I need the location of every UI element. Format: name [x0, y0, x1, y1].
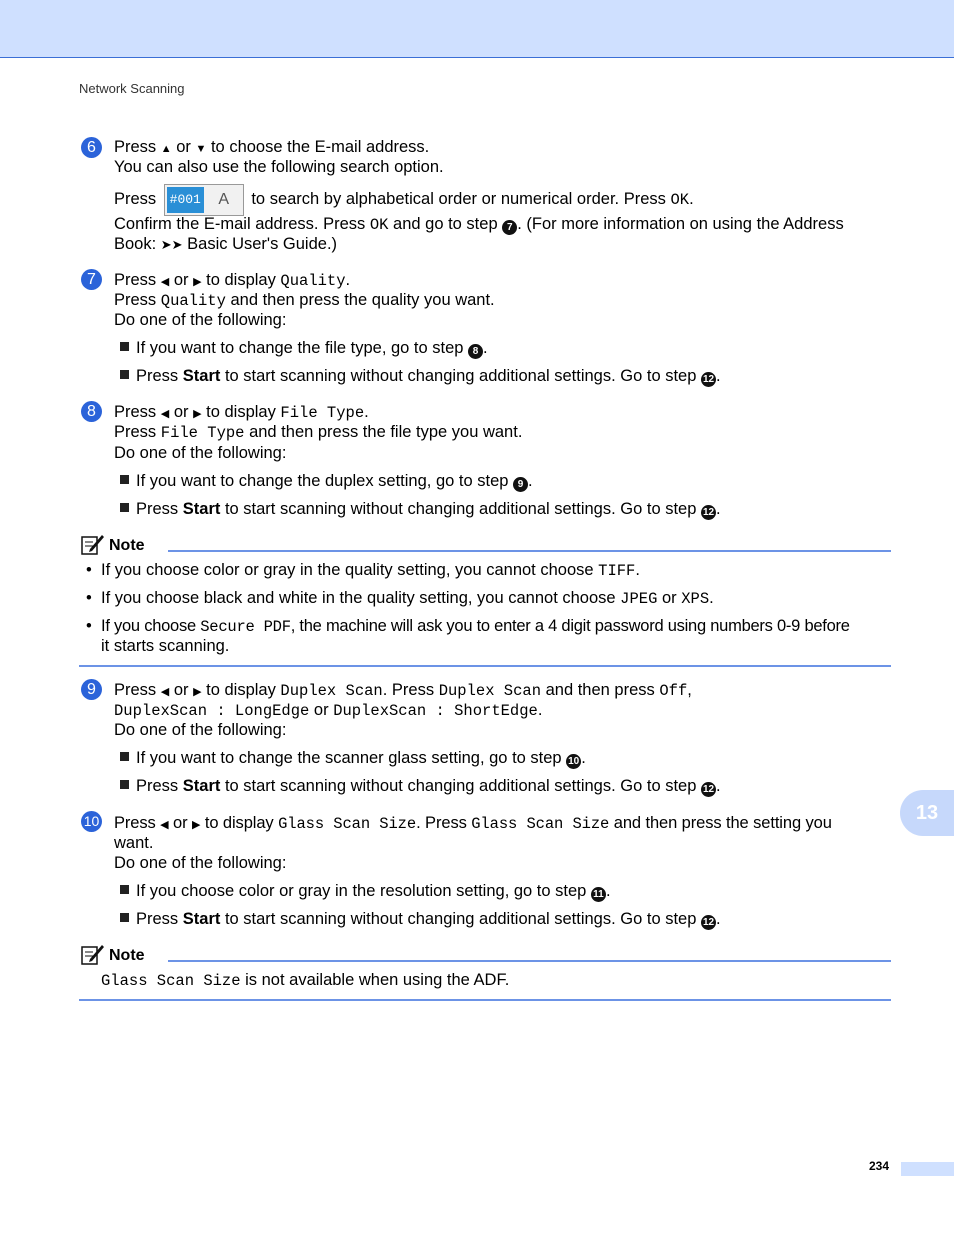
square-bullet-icon — [120, 752, 129, 761]
square-bullet-icon — [120, 475, 129, 484]
note-1-top-rule — [168, 550, 891, 552]
lcd-alphabet-search-key[interactable]: A — [218, 190, 230, 208]
note-1-bottom-rule — [79, 665, 891, 667]
step-7-option-2: Press Start to start scanning without changing additional settings. Go to step 12 . — [120, 366, 721, 387]
square-bullet-icon — [120, 913, 129, 922]
step-6-line-4: Confirm the E-mail address. Press OK and go to step 7 . (For more information on using the Address — [114, 215, 844, 234]
step-ref-7: 7 — [502, 220, 517, 235]
note-bullet: • — [86, 589, 92, 607]
step-10-line-1: Press ◀ or ▶ to display Glass Scan Size. Press Glass Scan Size and then press the setting you — [114, 814, 832, 833]
up-arrow-icon: ▲ — [160, 143, 172, 155]
step-ref-9: 9 — [513, 477, 528, 492]
step-8-line-1: Press ◀ or ▶ to display File Type. — [114, 403, 369, 422]
step-ref-12: 12 — [702, 917, 715, 928]
left-arrow-icon: ◀ — [160, 686, 170, 698]
note-pencil-icon — [81, 943, 105, 965]
left-arrow-icon: ◀ — [160, 819, 169, 831]
note-pencil-icon — [81, 533, 105, 555]
square-bullet-icon — [120, 342, 129, 351]
step-9-line-1: Press ◀ or ▶ to display Duplex Scan. Press Duplex Scan and then press Off, — [114, 681, 692, 700]
step-6-badge: 6 — [81, 137, 102, 158]
step-9-option-2: Press Start to start scanning without changing additional settings. Go to step 12 . — [120, 776, 721, 797]
page-number-bar — [901, 1162, 954, 1176]
step-8-option-2: Press Start to start scanning without changing additional settings. Go to step 12 . — [120, 499, 721, 520]
note-2-heading: Note — [81, 943, 145, 965]
note-bullet: • — [86, 561, 92, 579]
lcd-search-button[interactable] — [164, 184, 244, 216]
section-header: Network Scanning — [79, 81, 185, 96]
step-8-option-1: If you want to change the duplex setting, go to step 9 . — [120, 471, 533, 492]
note-1-item-1: If you choose color or gray in the quality setting, you cannot choose TIFF. — [101, 561, 640, 580]
step-6-line-1: Press ▲ or ▼ to choose the E-mail address. — [114, 138, 430, 156]
note-1-item-2: If you choose black and white in the quality setting, you cannot choose JPEG or XPS. — [101, 589, 714, 608]
step-7-option-1: If you want to change the file type, go to step 8 . — [120, 338, 488, 359]
step-9-badge: 9 — [81, 679, 102, 700]
step-7-line-2: Press Quality and then press the quality you want. — [114, 291, 495, 310]
step-10-badge: 10 — [81, 811, 102, 832]
right-arrow-icon: ▶ — [193, 276, 202, 288]
note-bullet: • — [86, 617, 92, 635]
step-ref-12: 12 — [702, 374, 715, 385]
down-arrow-icon: ▼ — [195, 143, 207, 155]
step-10-line-3: Do one of the following: — [114, 854, 287, 872]
step-9-line-3: Do one of the following: — [114, 721, 287, 739]
note-1-heading: Note — [81, 533, 145, 555]
left-arrow-icon: ◀ — [160, 276, 170, 288]
step-ref-11: 11 — [591, 887, 606, 902]
square-bullet-icon — [120, 370, 129, 379]
square-bullet-icon — [120, 503, 129, 512]
double-arrow-icon: ➤➤ — [160, 237, 183, 252]
square-bullet-icon — [120, 780, 129, 789]
step-7-line-3: Do one of the following: — [114, 311, 287, 329]
step-ref-12: 12 — [702, 507, 715, 518]
step-9-option-1: If you want to change the scanner glass setting, go to step 10 . — [120, 748, 586, 769]
step-8-line-3: Do one of the following: — [114, 444, 287, 462]
step-6-line-2: You can also use the following search option. — [114, 158, 444, 176]
top-banner — [0, 0, 954, 58]
step-8-badge: 8 — [81, 401, 102, 422]
lcd-number-search-key[interactable]: #001 — [167, 187, 204, 213]
step-6-line-3: Press #001 A to search by alphabetical order or numerical order. Press OK. — [114, 183, 694, 216]
note-2-top-rule — [168, 960, 891, 962]
step-ref-12: 12 — [702, 784, 715, 795]
note-2-item-1: Glass Scan Size is not available when using the ADF. — [101, 971, 510, 990]
step-ref-8: 8 — [468, 344, 483, 359]
note-2-bottom-rule — [79, 999, 891, 1001]
note-1-item-3-cont: it starts scanning. — [101, 637, 230, 655]
step-6-line-5: Book: ➤➤ Basic User's Guide.) — [114, 235, 338, 253]
step-10-line-2: want. — [114, 834, 154, 852]
right-arrow-icon: ▶ — [193, 408, 202, 420]
step-9-line-2: DuplexScan : LongEdge or DuplexScan : ShortEdge. — [114, 701, 543, 720]
step-7-line-1: Press ◀ or ▶ to display Quality. — [114, 271, 351, 290]
right-arrow-icon: ▶ — [192, 819, 201, 831]
step-10-option-2: Press Start to start scanning without changing additional settings. Go to step 12 . — [120, 909, 721, 930]
page-number: 234 — [869, 1159, 890, 1173]
square-bullet-icon — [120, 885, 129, 894]
chapter-tab: 13 — [900, 790, 954, 836]
step-7-badge: 7 — [81, 269, 102, 290]
left-arrow-icon: ◀ — [160, 408, 170, 420]
note-1-item-3: If you choose Secure PDF, the machine will ask you to enter a 4 digit password using numbers 0-9 before — [101, 617, 850, 636]
step-ref-10: 10 — [568, 756, 580, 767]
step-8-line-2: Press File Type and then press the file type you want. — [114, 423, 523, 442]
right-arrow-icon: ▶ — [193, 686, 202, 698]
step-10-option-1: If you choose color or gray in the resolution setting, go to step 11 . — [120, 881, 611, 902]
